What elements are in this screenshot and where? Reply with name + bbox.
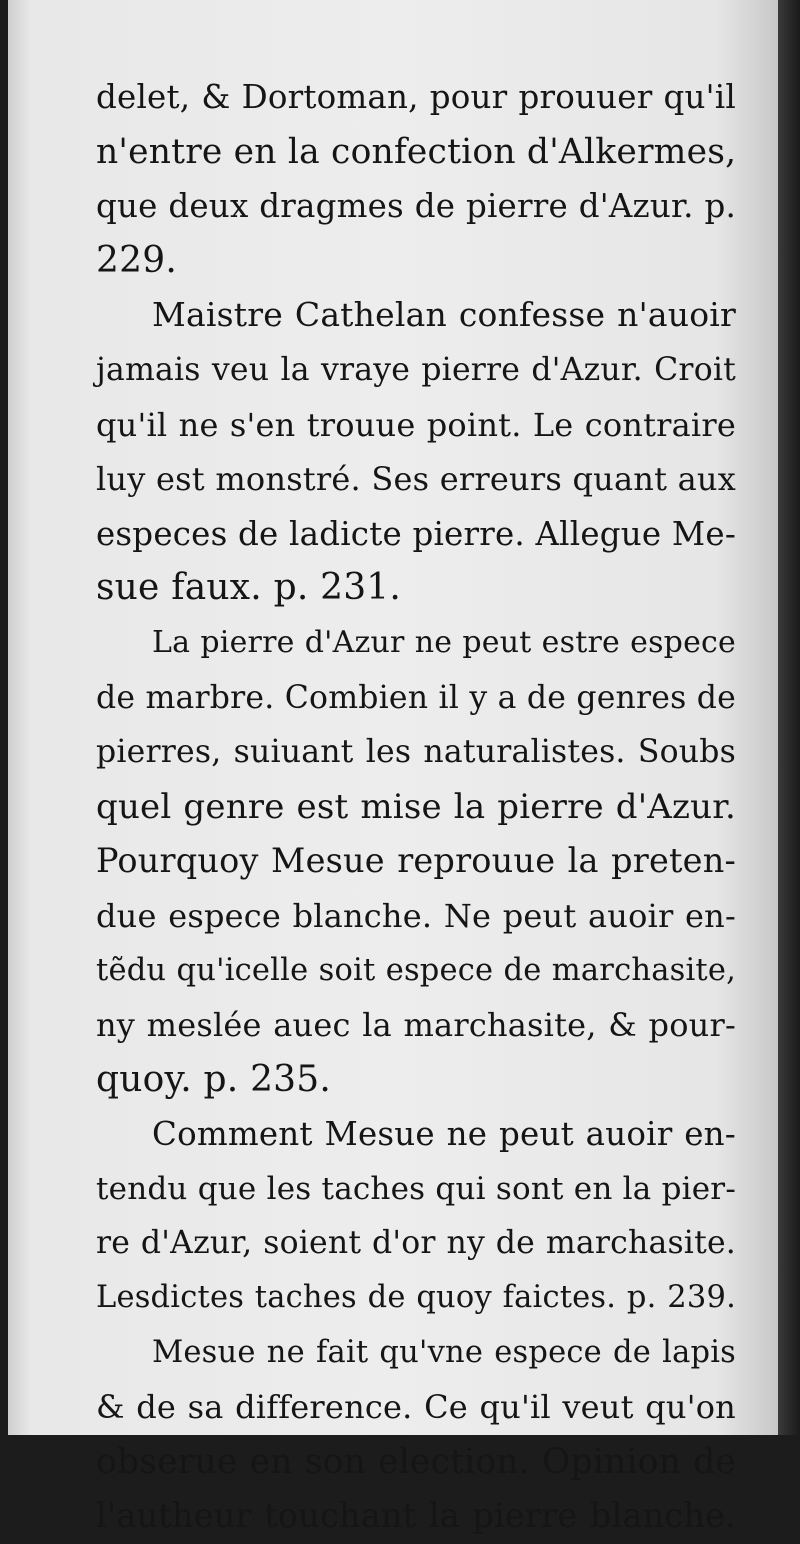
paragraph-first-line: Maistre Cathelan confesse n'auoir <box>152 295 736 335</box>
text-line: Lesdictes taches de quoy faictes. p. 239. <box>96 1280 736 1316</box>
paragraph-first-line: Comment Mesue ne peut auoir en- <box>152 1115 736 1154</box>
text-line: especes de ladicte pierre. Allegue Me- <box>96 514 736 553</box>
book-page <box>8 0 778 1536</box>
text-line: due espece blanche. Ne peut auoir en- <box>96 896 736 935</box>
text-line: sue faux. p. 231. <box>96 567 402 609</box>
text-line: delet, & Dortoman, pour prouuer qu'il <box>96 78 736 116</box>
text-line: obserue en son election. Opinion de <box>96 1441 736 1482</box>
paragraph-first-line: Mesue ne fait qu'vne espece de lapis <box>152 1334 736 1370</box>
text-line: qu'il ne s'en trouue point. Le contraire <box>96 405 736 444</box>
text-line: l'autheur touchant la pierre blanche. <box>96 1496 736 1536</box>
page-text <box>96 70 736 1544</box>
text-line: pierres, suiuant les naturalistes. Soubs <box>96 734 736 771</box>
text-line: jamais veu la vraye pierre d'Azur. Croit <box>96 351 736 388</box>
text-line: re d'Azur, soient d'or ny de marchasite. <box>96 1225 736 1262</box>
text-line: que deux dragmes de pierre d'Azur. p. <box>96 187 736 226</box>
text-line: tẽdu qu'icelle soit espece de marchasite, <box>96 952 736 988</box>
text-line: Pourquoy Mesue reprouue la preten- <box>96 841 736 881</box>
text-line: ny meslée auec la marchasite, & pour- <box>96 1006 736 1045</box>
text-line: de marbre. Combien il y a de genres de <box>96 679 736 716</box>
text-line: & de sa difference. Ce qu'il veut qu'on <box>96 1388 736 1427</box>
text-line: quel genre est mise la pierre d'Azur. <box>96 786 736 827</box>
text-line: 229. <box>96 239 177 281</box>
text-line: tendu que les taches qui sont en la pier- <box>96 1170 736 1207</box>
text-line: quoy. p. 235. <box>96 1058 332 1100</box>
text-line: n'entre en la confection d'Alkermes, <box>96 131 737 172</box>
paragraph-first-line: La pierre d'Azur ne peut estre espece <box>152 624 736 660</box>
text-line: luy est monstré. Ses erreurs quant aux <box>96 460 736 499</box>
page-gutter-shadow <box>778 0 800 1435</box>
